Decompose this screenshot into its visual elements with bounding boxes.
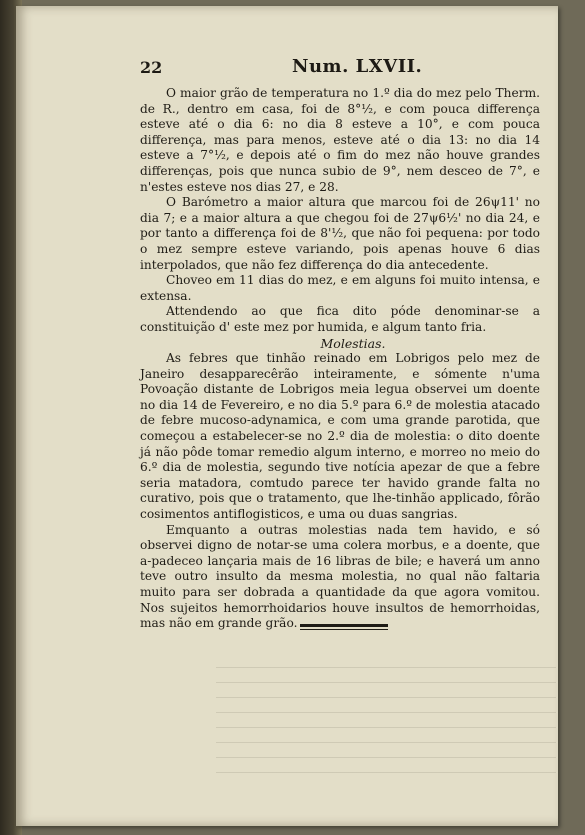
show-through-text bbox=[216, 656, 556, 776]
paragraph-barometer: O Barómetro a maior altura que marcou foi de 26ψ11' no dia 7; e a maior altura a que chegou foi de 27ψ6½' no dia 24, e por tanto a differença foi de 8'½, que não foi pequena: por todo o mez sempre esteve variando, pois apenas houve 6 dias interpolados, que não fez differença do dia antecedente. bbox=[140, 195, 540, 272]
paragraph-temperature: O maior grão de temperatura no 1.º dia do mez pelo Therm. de R., dentro em casa, foi de 8°½, e com pouca differença esteve até o dia 6: no dia 8 esteve a 10°, e com pouca differença, mas para menos, esteve até o dia 13: no dia 14 esteve a 7°½, e depois até o fim do mez não houve grandes differenças, pois que nunca subio de 9°, nem desceo de 7°, e n'estes esteve nos dias 27, e 28. bbox=[140, 86, 540, 194]
rule-thick bbox=[300, 624, 388, 627]
end-rule bbox=[300, 624, 388, 632]
body-text bbox=[140, 86, 540, 632]
section-title: Molestias. bbox=[320, 335, 386, 351]
paragraph-rain: Choveo em 11 dias do mez, e em alguns foi muito intensa, e extensa. bbox=[140, 273, 540, 303]
rule-thin bbox=[300, 629, 388, 630]
page-number: 22 bbox=[140, 58, 163, 77]
paragraph-fevers: As febres que tinhão reinado em Lobrigos pelo mez de Janeiro desapparecêrão inteiramente, e sómente n'uma Povoação distante de Lobrigos meia legua observei um doente no dia 14 de Fevereiro, e no dia 5.º para 6.º de molestia atacado de febre mucoso-adynamica, e com uma grande parotida, que começou a estabelecer-se no 2.º dia de molestia: o dito doente já não pôde tomar remedio algum interno, e morreo no meio do 6.º dia de molestia, segundo tive notícia apezar de que a febre seria matadora, comtudo parece ter havido grande falta no curativo, pois que o tratamento, que lhe-tinhão applicado, fôrão cosimentos antiflogisticos, e uma ou duas sangrias. bbox=[140, 351, 540, 522]
paragraph-constitution: Attendendo ao que fica dito póde denominar-se a constituição d' este mez por humida, e algum tanto fria. bbox=[140, 304, 540, 334]
running-head: Num. LXVII. bbox=[292, 56, 423, 77]
page-header bbox=[140, 56, 460, 82]
paragraph-other-diseases: Emquanto a outras molestias nada tem havido, e só observei digno de notar-se uma colera morbus, e a doente, que a-padeceo lançaria mais de 16 libras de bile; e haverá um anno teve outro insulto da mesma molestia, no qual não faltaria muito para ser dobrada a quantidade da que agora vomitou. Nos sujeitos hemorrhoidarios houve insultos de hemorrhoidas, mas não em grande grão. bbox=[140, 522, 540, 631]
